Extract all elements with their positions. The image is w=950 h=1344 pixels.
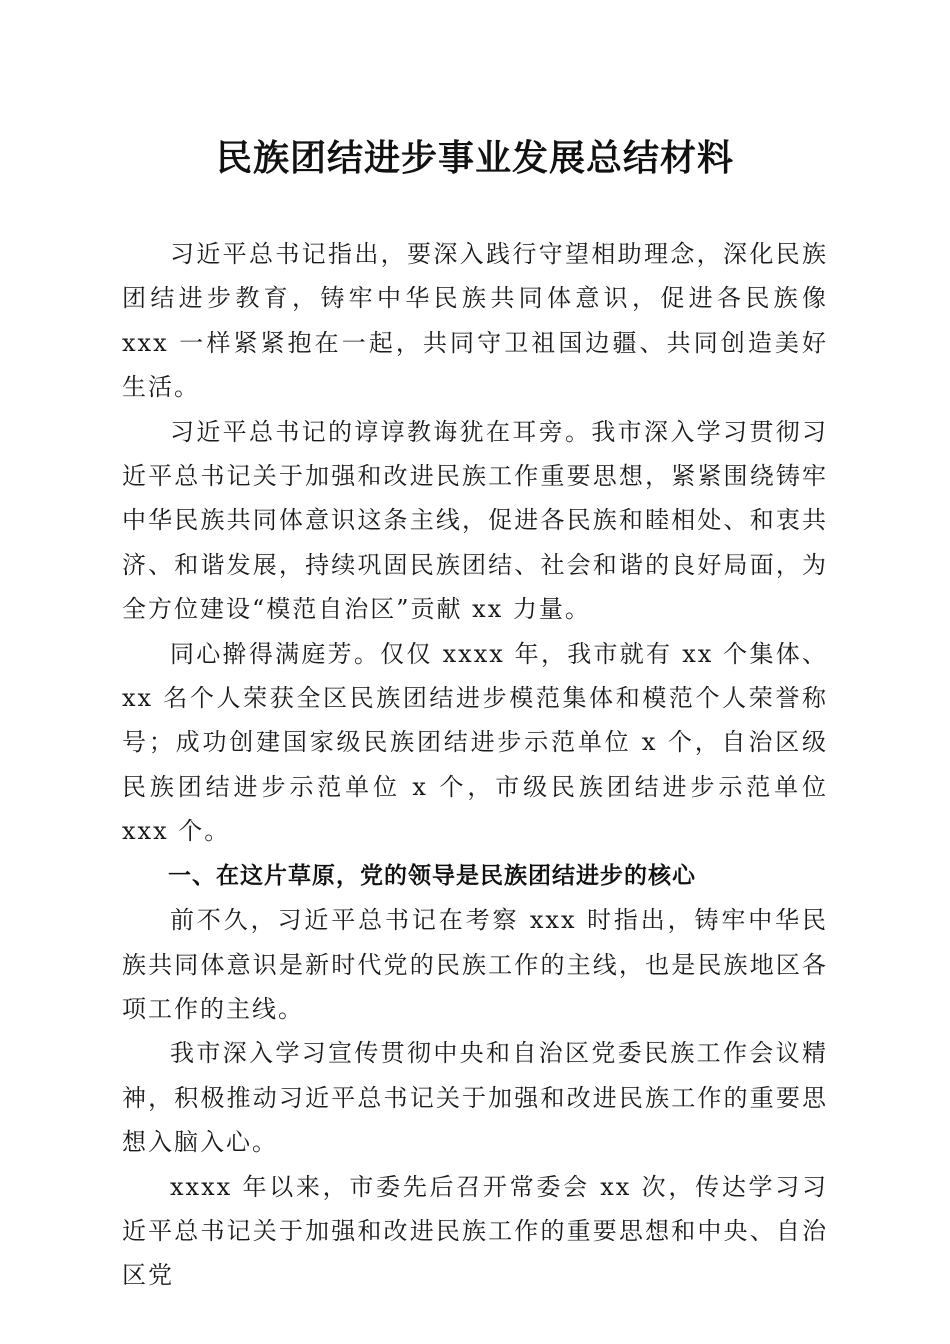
section-heading-1: 一、在这片草原，党的领导是民族团结进步的核心 bbox=[168, 862, 696, 889]
body-paragraph-1: 习近平总书记指出，要深入践行守望相助理念，深化民族团结进步教育，铸牢中华民族共同体意识，促进各民族像 xxx 一样紧紧抱在一起，共同守卫祖国边疆、共同创造美好生活。 bbox=[122, 240, 828, 402]
body-paragraph-3: 同心擀得满庭芳。仅仅 xxxx 年，我市就有 xx 个集体、xx 名个人荣获全区民族团结进步模范集体和模范个人荣誉称号；成功创建国家级民族团结进步示范单位 x 个，自治区级民族团结进步示范单位 x 个，市级民族团结进步示范单位 xxx 个。 bbox=[122, 639, 828, 846]
section-1-paragraph-1: 前不久，习近平总书记在考察 xxx 时指出，铸牢中华民族共同体意识是新时代党的民族工作的主线，也是民族地区各项工作的主线。 bbox=[122, 906, 828, 1023]
section-1-paragraph-3: xxxx 年以来，市委先后召开常委会 xx 次，传达学习习近平总书记关于加强和改进民族工作的重要思想和中央、自治区党 bbox=[122, 1172, 828, 1290]
section-1-paragraph-2: 我市深入学习宣传贯彻中央和自治区党委民族工作会议精神，积极推动习近平总书记关于加强和改进民族工作的重要思想入脑入心。 bbox=[122, 1039, 828, 1157]
body-paragraph-2: 习近平总书记的谆谆教诲犹在耳旁。我市深入学习贯彻习近平总书记关于加强和改进民族工作重要思想，紧紧围绕铸牢中华民族共同体意识这条主线，促进各民族和睦相处、和衷共济、和谐发展，持续巩固民族团结、社会和谐的良好局面，为全方位建设“模范自治区”贡献 xx 力量。 bbox=[122, 417, 828, 624]
document-title: 民族团结进步事业发展总结材料 bbox=[215, 137, 734, 179]
document-body bbox=[122, 232, 828, 1298]
